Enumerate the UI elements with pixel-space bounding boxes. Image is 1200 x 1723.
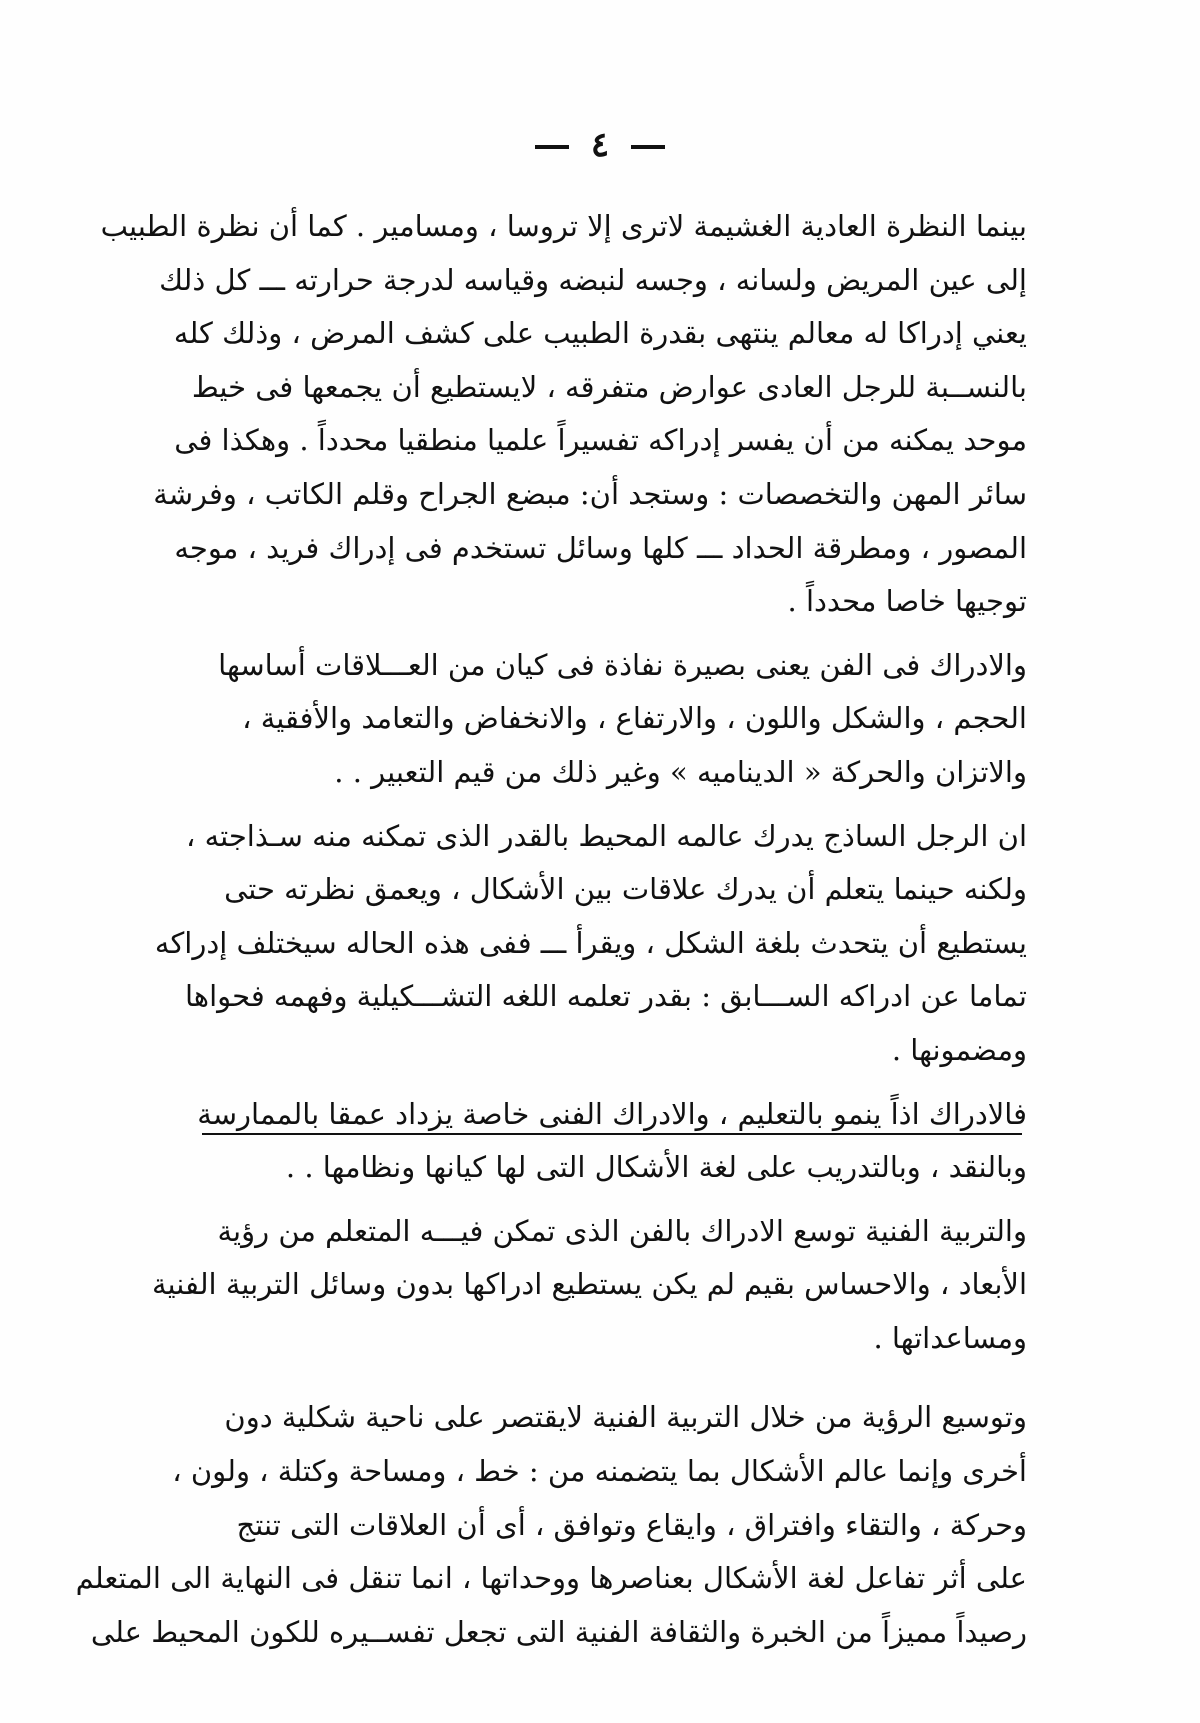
text-line: على أثر تفاعل لغة الأشكال بعناصرها ووحداتها ، انما تنقل فى النهاية الى المتعلم — [75, 1561, 1027, 1596]
text-line: ومساعداتها . — [873, 1320, 1027, 1355]
page-number: ٤ — [590, 125, 610, 165]
text-line: الحجم ، والشكل واللون ، والارتفاع ، والانخفاض والتعامد والأفقية ، — [242, 701, 1027, 736]
text-line: والتربية الفنية توسع الادراك بالفن الذى تمكن فيـــه المتعلم من رؤية — [217, 1213, 1027, 1248]
text-line: والاتزان والحركة « الديناميه » وغير ذلك من قيم التعبير . . — [334, 754, 1027, 789]
paragraph-5 — [152, 1205, 1027, 1366]
text-line: بينما النظرة العادية الغشيمة لاترى إلا تروسا ، ومسامير . كما أن نظرة الطبيب — [100, 209, 1027, 243]
paragraph-1 — [100, 200, 1027, 629]
text-line: وحركة ، والتقاء وافتراق ، وايقاع وتوافق ، أى أن العلاقات التى تنتج — [236, 1507, 1027, 1542]
text-line: ان الرجل الساذج يدرك عالمه المحيط بالقدر الذى تمكنه منه سـذاجته ، — [185, 818, 1027, 853]
text-line: أخرى وإنما عالم الأشكال بما يتضمنه من : خط ، ومساحة وكتلة ، ولون ، — [172, 1454, 1027, 1489]
text-line: وبالنقد ، وبالتدريب على لغة الأشكال التى لها كيانها ونظامها . . — [285, 1150, 1027, 1185]
text-line: توجيها خاصا محدداً . — [787, 584, 1027, 619]
text-line: المصور ، ومطرقة الحداد ـــ كلها وسائل تستخدم فى إدراك فريد ، موجه — [174, 530, 1027, 565]
text-line: فالادراك اذاً ينمو بالتعليم ، والادراك الفنى خاصة يزداد عمقا بالممارسة — [197, 1096, 1027, 1131]
text-line: رصيداً مميزاً من الخبرة والثقافة الفنية التى تجعل تفســيره للكون المحيط على — [90, 1614, 1027, 1649]
text-line: الأبعاد ، والاحساس بقيم لم يكن يستطيع ادراكها بدون وسائل التربية الفنية — [152, 1267, 1027, 1302]
text-line: والادراك فى الفن يعنى بصيرة نفاذة فى كيان من العـــلاقات أساسها — [218, 647, 1027, 682]
horizontal-rule — [202, 1133, 1022, 1135]
page-number-header — [0, 125, 1200, 165]
text-line: وتوسيع الرؤية من خلال التربية الفنية لايقتصر على ناحية شكلية دون — [224, 1400, 1027, 1435]
header-dash-left — [535, 145, 569, 149]
text-line: يستطيع أن يتحدث بلغة الشكل ، ويقرأ ـــ ففى هذه الحاله سيختلف إدراكه — [154, 925, 1027, 960]
text-line: تماما عن ادراكه الســـابق : بقدر تعلمه اللغه التشـــكيلية وفهمه فحواها — [184, 979, 1027, 1014]
text-line: بالنســبة للرجل العادى عوارض متفرقه ، لايستطيع أن يجمعها فى خيط — [191, 369, 1027, 404]
paragraph-2 — [205, 639, 1027, 800]
text-line: إلى عين المريض ولسانه ، وجسه لنبضه وقياسه لدرجة حرارته ـــ كل ذلك — [159, 262, 1027, 297]
paragraph-4 — [197, 1088, 1027, 1195]
page-body — [75, 200, 1027, 1659]
paragraph-3 — [154, 810, 1027, 1078]
text-line: ومضمونها . — [891, 1032, 1027, 1067]
text-line: ولكنه حينما يتعلم أن يدرك علاقات بين الأشكال ، ويعمق نظرته حتى — [224, 872, 1027, 907]
text-line: يعني إدراكا له معالم ينتهى بقدرة الطبيب على كشف المرض ، وذلك كله — [173, 316, 1027, 351]
text-line: سائر المهن والتخصصات : وستجد أن: مبضع الجراح وقلم الكاتب ، وفرشة — [153, 476, 1027, 511]
paragraph-6 — [75, 1391, 1027, 1659]
header-dash-right — [631, 145, 665, 149]
text-line: موحد يمكنه من أن يفسر إدراكه تفسيراً علميا منطقيا محدداً . وهكذا فى — [174, 423, 1027, 458]
